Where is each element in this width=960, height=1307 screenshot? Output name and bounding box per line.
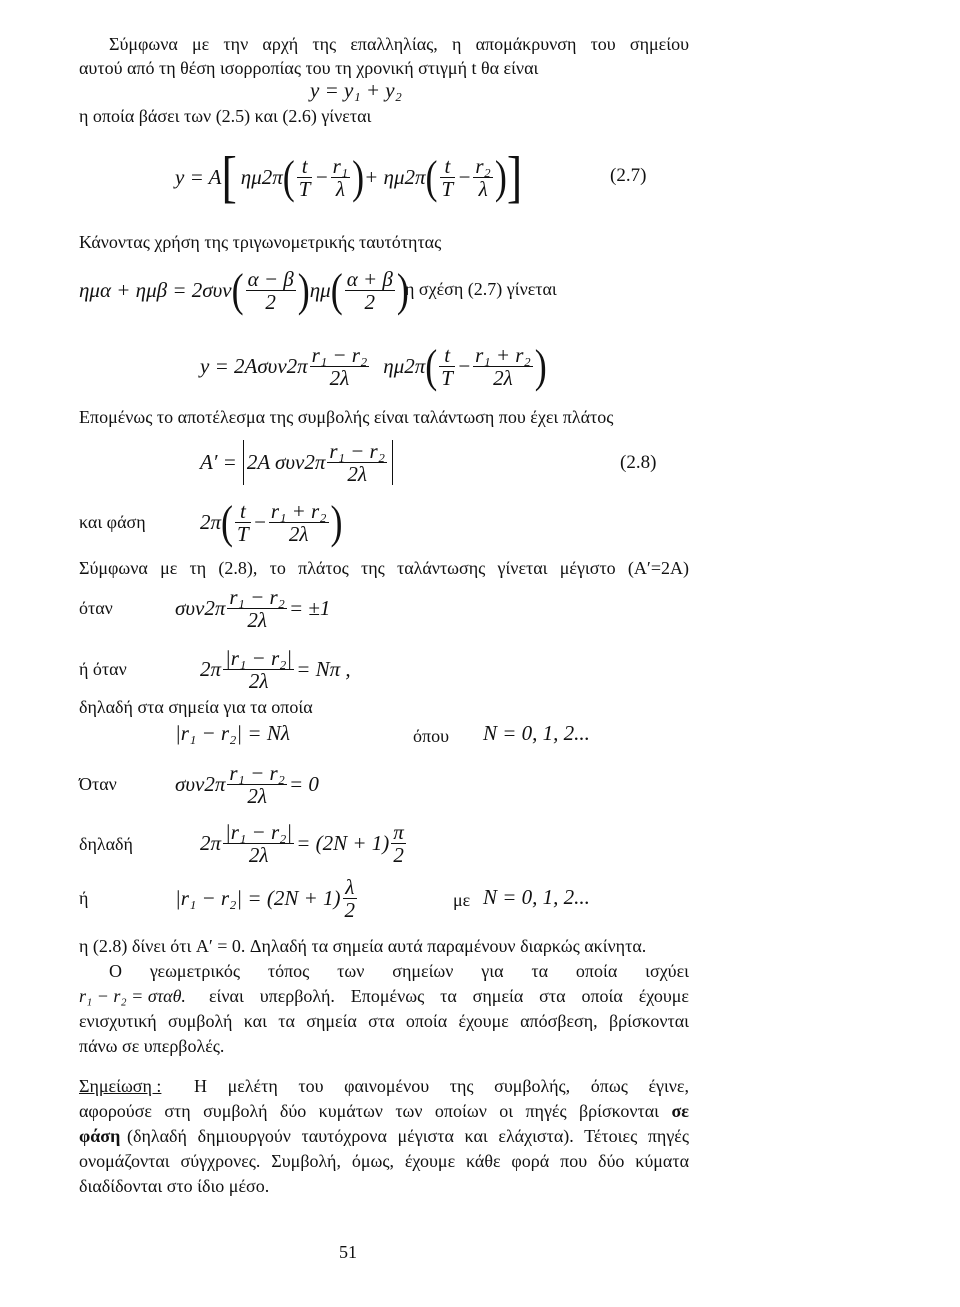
cond3-n-values: N = 0, 1, 2... [483, 721, 590, 745]
note-line-1 [79, 1074, 689, 1098]
eq27-frac1-num: t [297, 155, 313, 178]
resultant-mid: ημ2π [383, 353, 426, 378]
phase-frac2-num: r₁ + r₂ [270, 498, 327, 523]
eq28-den: 2λ [347, 461, 367, 486]
identity-frac2-num: α + β [346, 266, 393, 291]
eq27-frac3-den: T [441, 176, 454, 201]
cond2-num: |r₁ − r₂| [225, 645, 293, 670]
cond2-label: ή όταν [79, 659, 127, 679]
cond6-label: ή [79, 888, 89, 908]
cond1-pre: συν2π [175, 595, 226, 620]
cond1-den: 2λ [247, 607, 267, 632]
minimum-result-line: η (2.8) δίνει ότι A′ = 0. Δηλαδή τα σημεία αυτά παραμένουν διαρκώς ακίνητα. [79, 936, 647, 956]
resultant-frac3-den: 2λ [493, 365, 513, 390]
intro-line-3: η οποία βάσει των (2.5) και (2.6) γίνεται [79, 106, 372, 126]
cond5-label: δηλαδή [79, 834, 133, 854]
equation-2-8 [200, 434, 393, 490]
cond2-expression [200, 641, 351, 697]
note-line-3 [79, 1124, 689, 1148]
locus-line-1: Ο γεωμετρικός τόπος των σημείων για τα οποία ισχύει [109, 961, 689, 981]
eq27-frac4-den: λ [478, 176, 488, 201]
equation-resultant: y = 2Aσυν2π $\frac{\text{r₁ − r₂}}{2\lambda}$ ημ2π ( $\frac{t}{T}$ − $\frac{\text{r₁ + r₂}}{2\lambda}$ ) [200, 340, 547, 392]
cond3-expression: |r₁ − r₂| = Nλ [175, 721, 290, 745]
cond6-expression [175, 870, 359, 926]
identity-frac1-den: 2 [265, 289, 276, 314]
eq27-frac3-num: t [440, 155, 456, 178]
intro-line-2: αυτού από τη θέση ισορροπίας του τη χρονική στιγμή t θα είναι [79, 58, 539, 78]
equation-2-7: y = A [ ημ2π ( $\frac{t}{T}$ − $\frac{\text{r₁}}{\lambda}$ ) + ημ2π ( $\frac{t}{T}$ − $\frac{\text{r₂}}{\lambda}$ ) ] [175, 144, 523, 209]
note-line-1-text: Η μελέτη του φαινομένου της συμβολής, όπως έγινε, [194, 1076, 689, 1096]
note-line-3-text: (δηλαδή δημιουργούν ταυτόχρονα μέγιστα και ελάχιστα). Τέτοιες πηγές [127, 1126, 689, 1146]
phase-label: και φάση [79, 512, 146, 532]
resultant-frac1-den: 2λ [329, 365, 350, 390]
amplitude-intro: Επομένως το αποτέλεσμα της συμβολής είναι ταλάντωση που έχει πλάτος [79, 407, 614, 427]
locus-line-4: πάνω σε υπερβολές. [79, 1036, 225, 1056]
cond1-expression [175, 580, 330, 636]
note-line-5: διαδίδονται στο ίδιο μέσο. [79, 1176, 270, 1196]
cond4-den: 2λ [247, 783, 267, 808]
identity-mid: ημ [309, 277, 331, 302]
resultant-frac2-num: t [439, 344, 455, 367]
cond4-post: = 0 [288, 771, 319, 796]
cond2-pre: 2π [200, 656, 222, 681]
cond5-den2: 2 [393, 842, 404, 867]
cond1-num: r₁ − r₂ [229, 584, 285, 609]
equation-number-2-8: (2.8) [620, 452, 657, 473]
note-line-2-bold: σε [671, 1101, 689, 1121]
phase-frac1-den: T [237, 521, 249, 546]
identity-frac2-den: 2 [364, 289, 376, 314]
cond1-post: = ±1 [288, 595, 331, 620]
page-number: 51 [339, 1242, 357, 1262]
cond3-where: όπου [413, 726, 449, 746]
cond6-where: με [453, 890, 471, 910]
cond4-pre: συν2π [175, 771, 226, 796]
cond6-den: 2 [344, 897, 355, 922]
equation-number-2-7: (2.7) [610, 165, 647, 186]
note-line-2 [79, 1099, 689, 1123]
cond5-expression [200, 815, 408, 871]
resultant-frac2-den: T [441, 365, 453, 390]
eq27-frac4-num: r₂ [475, 153, 491, 178]
equation-superposition: y = y₁ + y₂ [310, 78, 402, 102]
phase-pre: 2π [200, 509, 222, 534]
locus-condition: r₁ − r₂ = σταθ. [79, 986, 186, 1006]
eq28-lhs: A′ = [200, 449, 237, 474]
cond5-mid: = (2N + 1) [296, 830, 390, 855]
resultant-frac1-num: r₁ − r₂ [311, 342, 368, 367]
cond2-post: = Nπ , [296, 656, 351, 681]
eq28-num: r₁ − r₂ [329, 438, 386, 463]
trig-identity: ημα + ημβ = 2συν ( $\frac{\alpha - \beta}{2}$ ) ημ ( $\frac{\alpha + \beta}{2}$ ) [79, 264, 409, 316]
intro-line-1: Σύμφωνα με την αρχή της επαλληλίας, η απομάκρυνση του σημείου [109, 34, 689, 54]
cond4-expression [175, 756, 319, 812]
cond1-label: όταν [79, 598, 113, 618]
resultant-lhs: y = 2Aσυν2π [200, 353, 308, 378]
locus-line-3: ενισχυτική συμβολή και τα σημεία στα οποία έχουμε απόσβεση, βρίσκονται [79, 1011, 689, 1031]
identity-tail: η σχέση (2.7) γίνεται [405, 279, 557, 299]
resultant-frac3-num: r₁ + r₂ [475, 342, 531, 367]
maximum-condition-intro: Σύμφωνα με τη (2.8), το πλάτος της ταλάντωσης γίνεται μέγιστο (A′=2A) [79, 558, 689, 578]
identity-lhs: ημα + ημβ = 2συν [79, 277, 232, 302]
cond5-pre: 2π [200, 830, 222, 855]
identity-intro: Κάνοντας χρήση της τριγωνομετρικής ταυτότητας [79, 232, 442, 252]
eq27-frac2-den: λ [335, 176, 345, 201]
eq28-inner: 2A συν2π [246, 449, 326, 474]
locus-line-2-text: είναι υπερβολή. Επομένως τα σημεία στα οποία έχουμε [209, 986, 689, 1006]
phase-frac2-den: 2λ [288, 521, 309, 546]
eq27-lhs: y = A [175, 164, 222, 189]
identity-frac1-num: α − β [247, 266, 294, 291]
cond5-num: |r₁ − r₂| [225, 819, 293, 844]
cond4-label: Όταν [79, 774, 117, 794]
eq27-frac1-den: T [298, 176, 311, 201]
cond6-n-values: N = 0, 1, 2... [483, 885, 590, 909]
note-label: Σημείωση : [79, 1076, 162, 1096]
cond6-num: λ [343, 876, 358, 899]
cond4-num: r₁ − r₂ [229, 760, 285, 785]
phase-frac1-num: t [235, 500, 251, 523]
locus-line-2 [79, 984, 689, 1008]
cond6-expr: |r₁ − r₂| = (2N + 1) [175, 885, 341, 910]
eq27-frac2-num: r₁ [332, 153, 349, 178]
points-intro: δηλαδή στα σημεία για τα οποία [79, 697, 313, 717]
note-line-2-text: αφορούσε στη συμβολή δύο κυμάτων των οποίων οι πηγές βρίσκονται [79, 1101, 659, 1121]
cond5-den: 2λ [248, 842, 269, 867]
cond2-den: 2λ [248, 668, 269, 693]
phase-expression: 2π ( $\frac{t}{T}$ − $\frac{\text{r₁ + r₂}}{2\lambda}$ ) [200, 496, 343, 548]
note-line-3-bold: φάση [79, 1126, 121, 1146]
note-line-4: ονομάζονται σύγχρονες. Συμβολή, όμως, έχουμε κάθε φορά που δύο κύματα [79, 1151, 689, 1171]
cond5-num2: π [393, 819, 404, 844]
